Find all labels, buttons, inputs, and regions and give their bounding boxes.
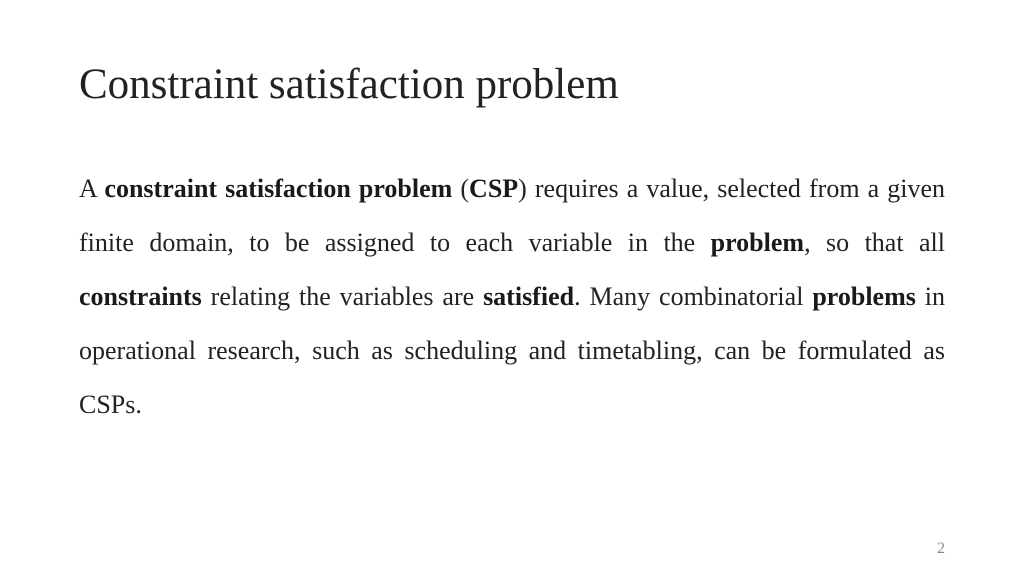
body-text-segment: relating the variables are: [201, 282, 484, 311]
slide-body-paragraph: [79, 162, 945, 432]
body-text-segment: ) requires a value, selected from a given finite domain, to be assigned to each variable in the: [79, 174, 945, 257]
body-text-segment: in operational research, such as scheduling and timetabling, can be formulated as CSPs.: [79, 282, 945, 419]
body-text-segment: A: [79, 174, 105, 203]
body-bold-term: problem: [710, 228, 805, 257]
body-bold-term: satisfied: [483, 282, 575, 311]
body-bold-term: CSP: [469, 174, 519, 203]
body-bold-term: constraints: [79, 282, 202, 311]
body-bold-term: problems: [812, 282, 916, 311]
body-text-segment: . Many combinatorial: [574, 282, 813, 311]
slide-title: Constraint satisfaction problem: [79, 61, 619, 108]
page-number: 2: [937, 540, 945, 557]
body-bold-term: constraint satisfaction problem: [104, 174, 453, 203]
body-text-segment: (: [452, 174, 470, 203]
body-text-segment: , so that all: [804, 228, 946, 257]
